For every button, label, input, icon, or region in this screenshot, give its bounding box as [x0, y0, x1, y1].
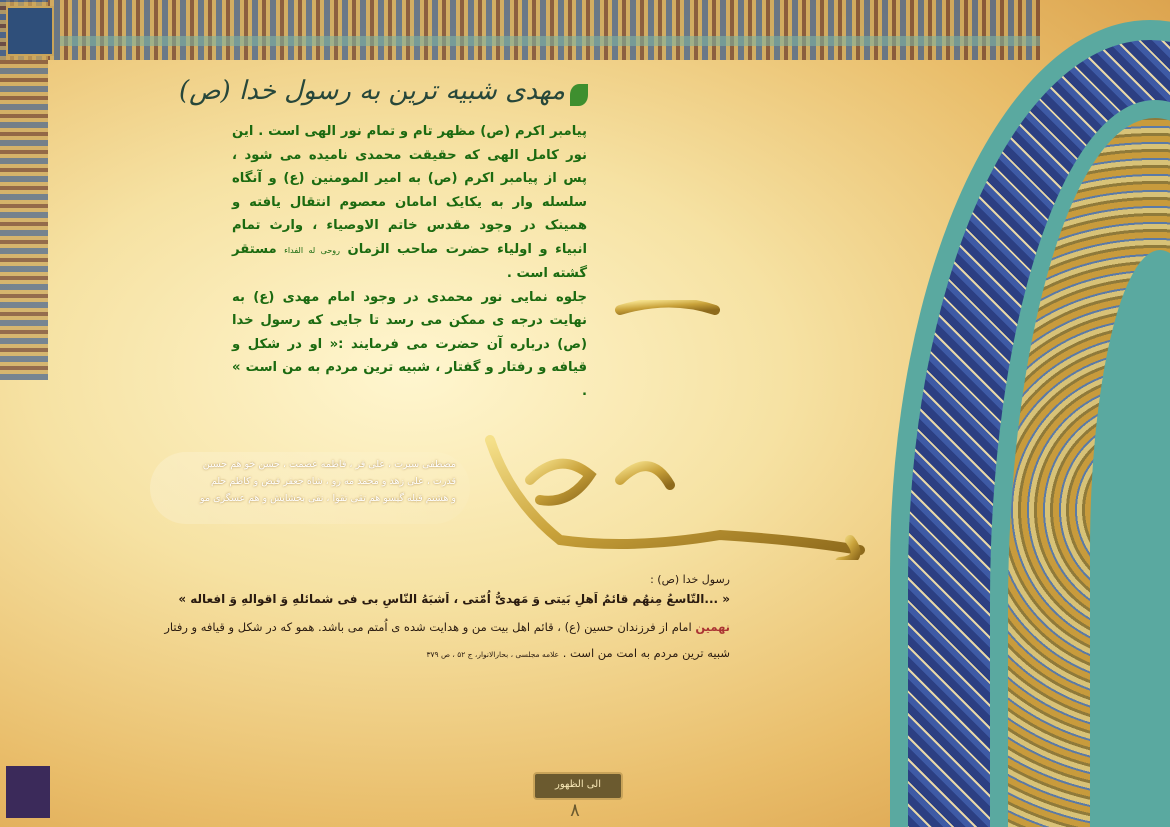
hadith-highlight: نهمین — [695, 620, 730, 634]
hadith-arabic: « ...التّاسعُ مِنهُم قائمُ اَهلِ بَیتی وَ مَهدیُّ اُمّتی ، اَشبَهُ النّاسِ بی فی شمائلهِ وَ اقوالهِ وَ افعاله » — [178, 592, 730, 606]
calligraphy-text: یا قائم آل محمد — [670, 555, 677, 556]
hadith-persian: امام از فرزندان حسین (ع) ، قائم اهل بیت من و هدایت شده ی اُمتم می باشد. همو که در شکل و قیافه و رفتار شبیه ترین مردم به امت من است . — [164, 620, 730, 660]
leaf-icon — [570, 84, 588, 106]
honorific-note: روحی له الفداء — [284, 245, 341, 255]
poem-box — [150, 452, 470, 524]
poem-line: مصطفی سیرت ، علی فر ، فاطمه عصمت ، حسن خو هم حسین — [202, 459, 456, 470]
hadith-citation: علامه مجلسی ، بحارالانوار، ج ۵۲ ، ص ۳۷۹ — [426, 650, 560, 659]
hadith-label: رسول خدا (ص) : — [650, 573, 730, 586]
page-title: مهدی شبیه ترین به رسول خدا (ص) — [178, 76, 565, 106]
ornamental-border-left — [0, 0, 48, 380]
paragraph-2: جلوه نمایی نور محمدی در وجود امام مهدی (ع) به نهایت درجه ی ممکن می رسد تا جایی که رسول خدا (ص) درباره آن حضرت می فرمایند :« او در شکل و قیافه و رفتار و گفتار ، شبیه ترین مردم به من است » . — [232, 289, 587, 399]
calligraphy-ya-qaim — [470, 300, 870, 560]
paragraph-1-end: مستقر گشته است . — [232, 241, 587, 281]
hadith-block — [150, 573, 730, 668]
paragraph-1: پیامبر اکرم (ص) مظهر تام و تمام نور الهی است . این نور کامل الهی که حقیقت محمدی نامیده می شود ، پس از پیامبر اکرم (ص) به امیر المومنین (ع) و آنگاه سلسله وار به یکایک امامان معصوم انتقال یافته و همینک در وجود مقدس خاتم الاوصیاء ، وارث تمام انبیاء و اولیاء حضرت صاحب الزمان — [232, 124, 588, 257]
hadith-translation — [150, 614, 730, 668]
poem-line: قدرت ، علی زهد و محمد مه رو ، شاه جعفر فیض و کاظم حلم — [210, 476, 456, 487]
publisher-logo — [6, 766, 50, 818]
poem-line: و هشتم قبله گیسو هم تقی تقوا ، نقی بخشایش و هم عسگری مو — [200, 493, 456, 504]
ornamental-border-top — [0, 0, 1040, 60]
footer-emblem: الی الظهور — [533, 772, 623, 800]
corner-ornament — [6, 6, 54, 56]
page-number: ۸ — [570, 800, 580, 821]
ornamental-border-strip — [60, 36, 1040, 46]
